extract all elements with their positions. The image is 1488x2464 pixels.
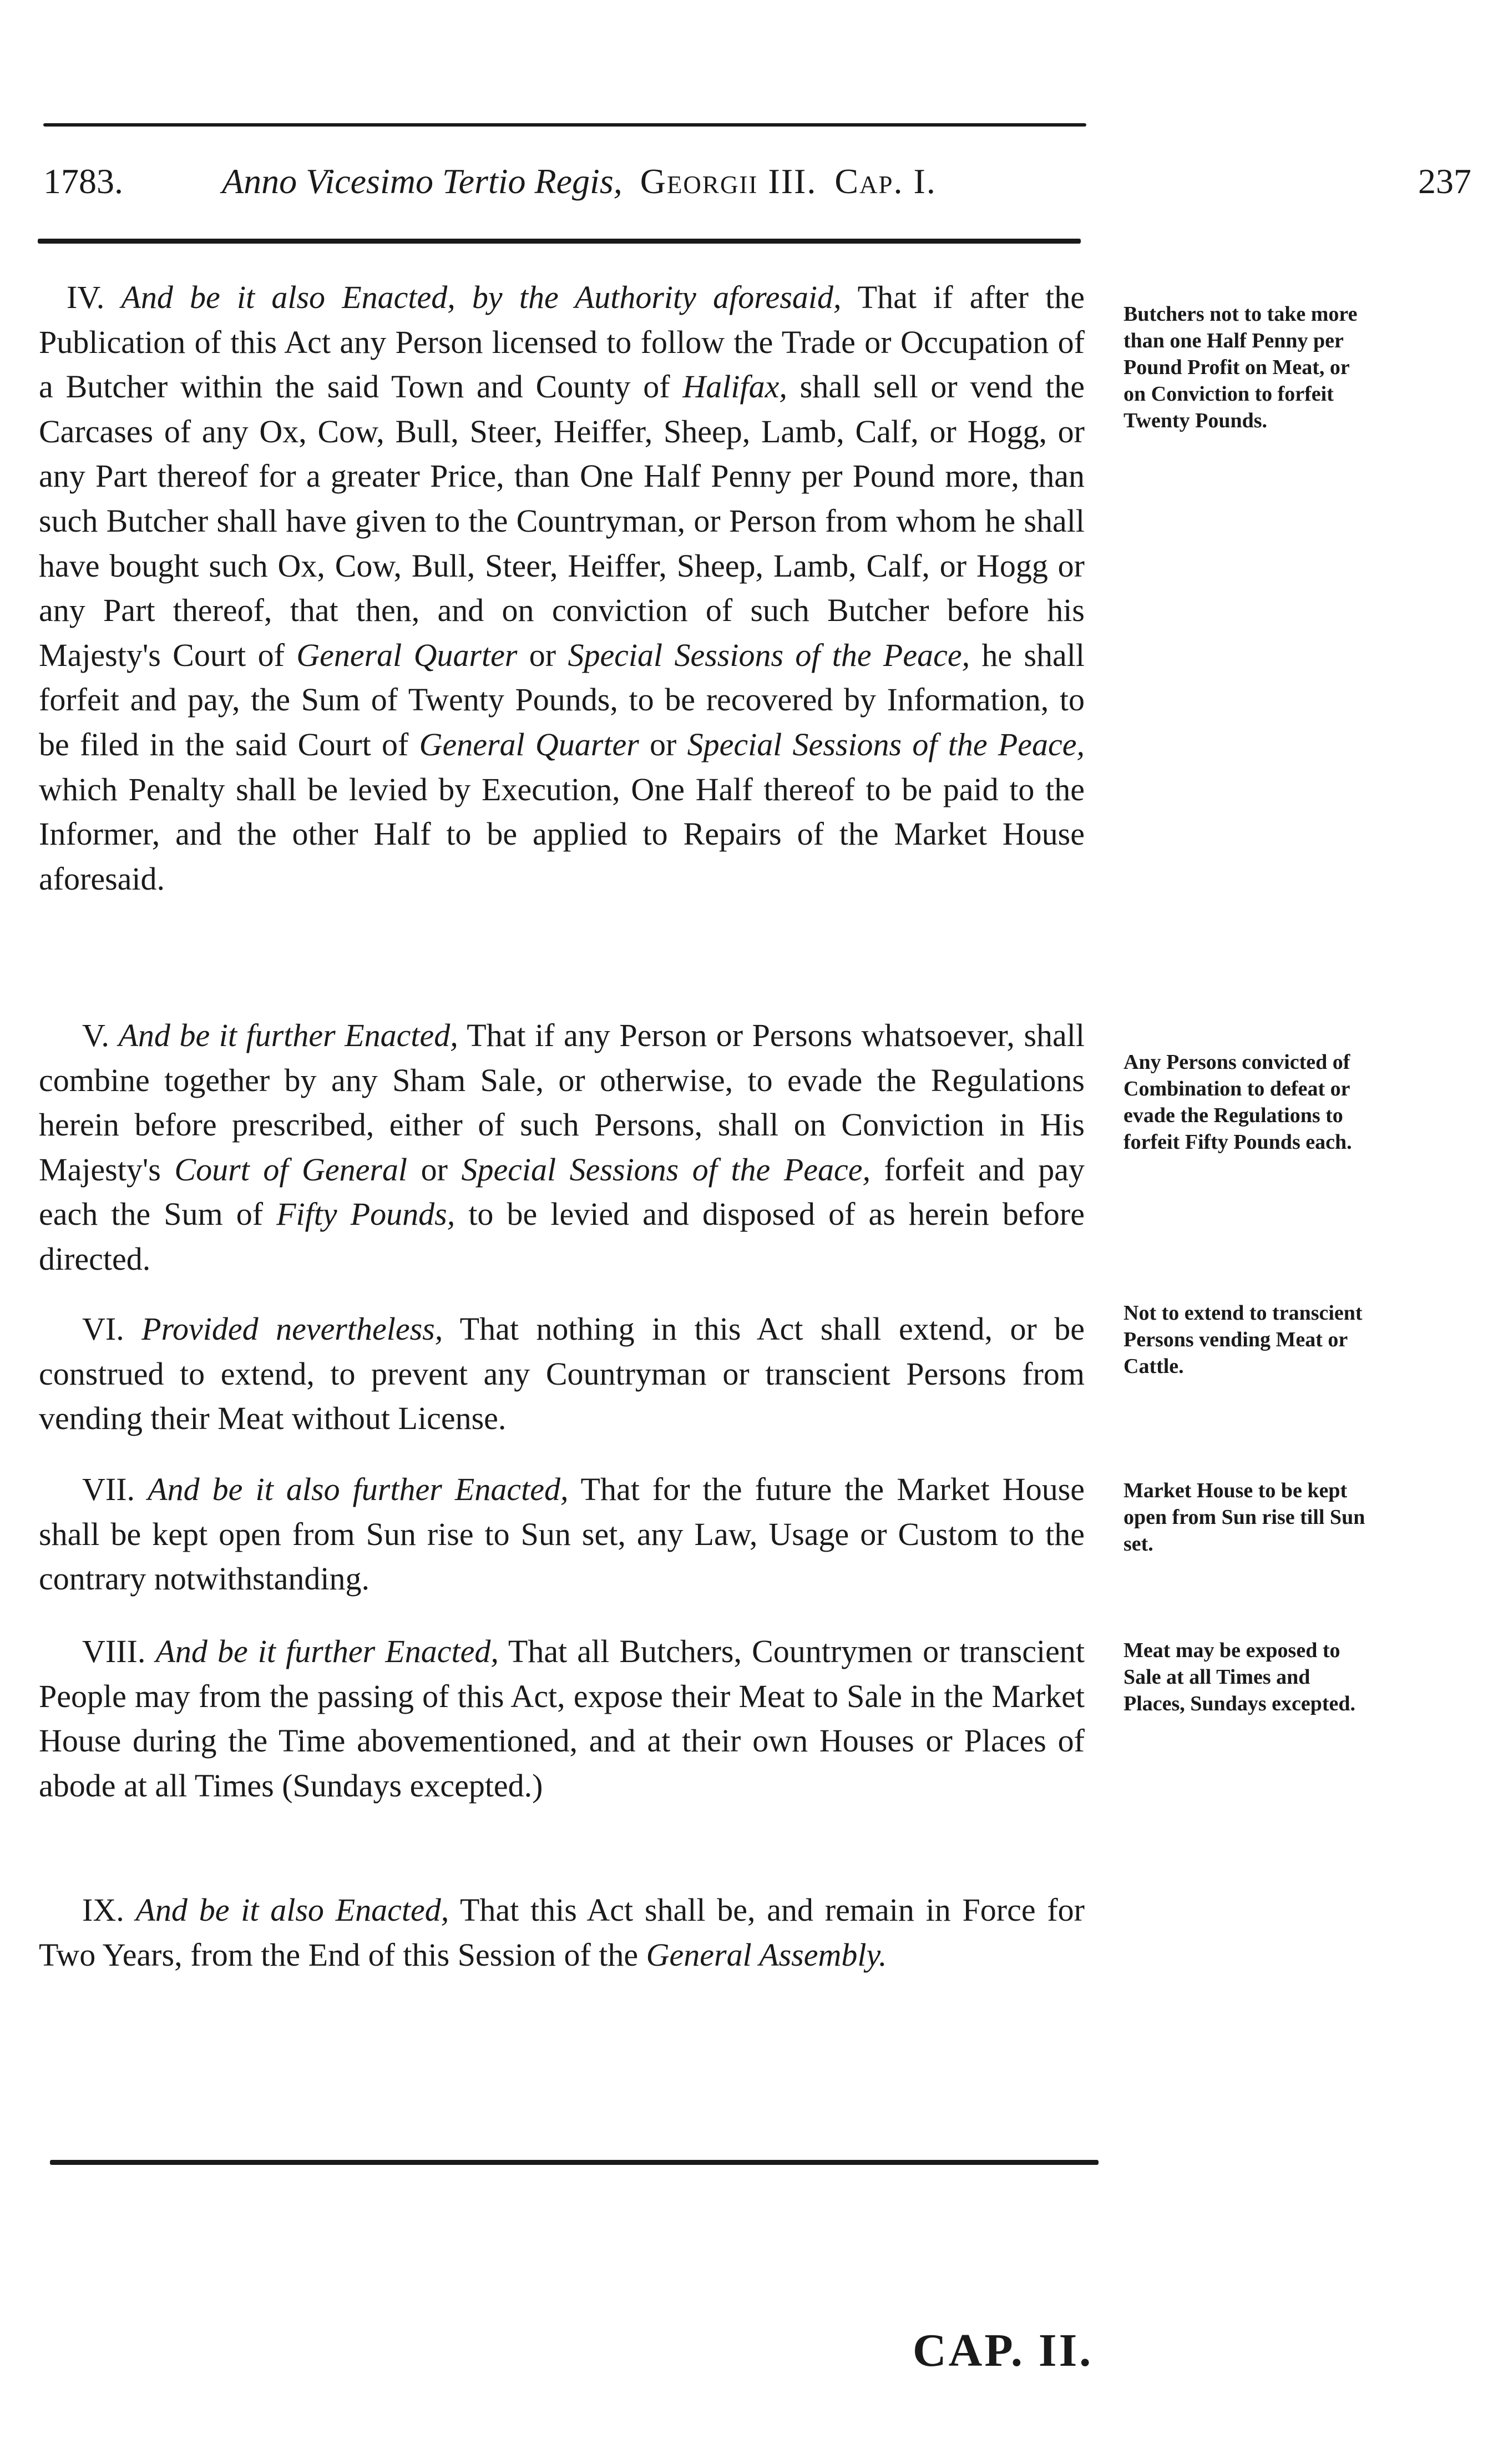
section-text: to be levied and disposed of as herein before directed. [39,1196,1085,1277]
section-text: That if any Person or Persons whatsoever, shall combine together by any Sham Sale, or otherwise, to evade the Regulations herein before prescribed, either of such Persons, shall on Conviction in His Majesty's [39,1017,1085,1188]
proviso-clause: Provided nevertheless, [141,1311,443,1347]
court-name: General Quarter [419,726,639,763]
margin-note-combination: Any Persons convicted of Combination to defeat or evade the Regulations to forfeit Fifty Pounds each. [1123,1051,1352,1154]
court-name: Special Sessions of the Peace, [461,1151,870,1188]
section-text: shall sell or vend the Carcases of any Ox, Cow, Bull, Steer, Heiffer, Sheep, Lamb, Calf, or Hogg, or any Part thereof for a greater Price, than One Half Penny per Pound more, than such Butcher shall have given to the Countryman, or Person from whom he shall have bought such Ox, Cow, Bull, Steer, Heiffer, Sheep, Lamb, Calf, or Hogg or any Part thereof, that then, and on conviction of such Butcher before his Majesty's Court of [39,368,1085,673]
top-rule [43,123,1086,127]
court-name: General Quarter [296,637,518,673]
running-head-chapter: Cap. I. [834,161,937,201]
catchword: CAP. II. [913,2325,1094,2376]
court-name: Special Sessions of the Peace, [687,726,1085,763]
section-ix [39,1888,1085,1977]
enacting-clause: And be it also Enacted, by the Authority aforesaid, [121,279,842,315]
header-rule [38,239,1081,244]
running-head-anno: Anno Vicesimo Tertio Regis, [222,161,622,201]
footer-rule [50,2160,1099,2165]
court-name: Special Sessions of the Peace, [568,637,970,673]
section-text: or [517,637,568,673]
margin-note-butchers: Butchers not to take more than one Half Penny per Pound Profit on Meat, or on Conviction to forfeit Twenty Pounds. [1123,302,1358,432]
running-head-king: Georgii III. [640,161,817,201]
section-text: which Penalty shall be levied by Execution, One Half thereof to be paid to the Informer, and the other Half to be applied to Repairs of the Market House aforesaid. [39,771,1085,897]
section-text: That nothing in this Act shall extend, or be construed to extend, to prevent any Countryman or transcient Persons from vending their Meat without License. [39,1311,1085,1437]
section-vi [39,1307,1085,1441]
assembly-name: General Assembly. [646,1936,887,1973]
page-number: 237 [1418,161,1471,201]
section-number: VI. [82,1311,124,1347]
section-number: IX. [82,1892,124,1928]
section-vii [39,1467,1085,1602]
enacting-clause: And be it further Enacted, [155,1633,499,1669]
enacting-clause: And be it further Enacted, [118,1017,458,1053]
section-number: IV. [67,279,105,315]
section-number: VIII. [82,1633,146,1669]
enacting-clause: And be it also further Enacted, [148,1471,569,1507]
enacting-clause: And be it also Enacted, [135,1892,449,1928]
court-name: Court of General [174,1151,408,1188]
section-iv [39,275,1085,901]
running-head [222,156,937,206]
section-viii [39,1629,1085,1808]
section-number: V. [82,1017,109,1053]
header-year: 1783. [43,161,123,201]
margin-note-market-house: Market House to be kept open from Sun rise till Sun set. [1123,1479,1365,1556]
section-text: or [639,726,687,763]
section-number: VII. [82,1471,135,1507]
section-text: That this Act shall be, and remain in Force for Two Years, from the End of this Session of the [39,1892,1085,1973]
section-text: forfeit and pay each the Sum of [39,1151,1085,1233]
place-name: Halifax, [682,368,787,405]
section-text: he shall forfeit and pay, the Sum of Twenty Pounds, to be recovered by Information, to be filed in the said Court of [39,637,1085,763]
margin-note-transcient: Not to extend to transcient Persons vending Meat or Cattle. [1123,1301,1363,1378]
margin-note-meat-sale: Meat may be exposed to Sale at all Times and Places, Sundays excepted. [1123,1639,1355,1715]
section-text: That for the future the Market House shall be kept open from Sun rise to Sun set, any Law, Usage or Custom to the contrary notwithstanding. [39,1471,1085,1597]
section-v [39,1013,1085,1282]
section-text: That if after the Publication of this Act any Person licensed to follow the Trade or Occupation of a Butcher within the said Town and County of [39,279,1085,405]
section-text: That all Butchers, Countrymen or transcient People may from the passing of this Act, expose their Meat to Sale in the Market House during the Time abovementioned, and at their own Houses or Places of abode at all Times (Sundays excepted.) [39,1633,1085,1804]
section-text: or [407,1151,462,1188]
penalty-amount: Fifty Pounds, [276,1196,455,1233]
